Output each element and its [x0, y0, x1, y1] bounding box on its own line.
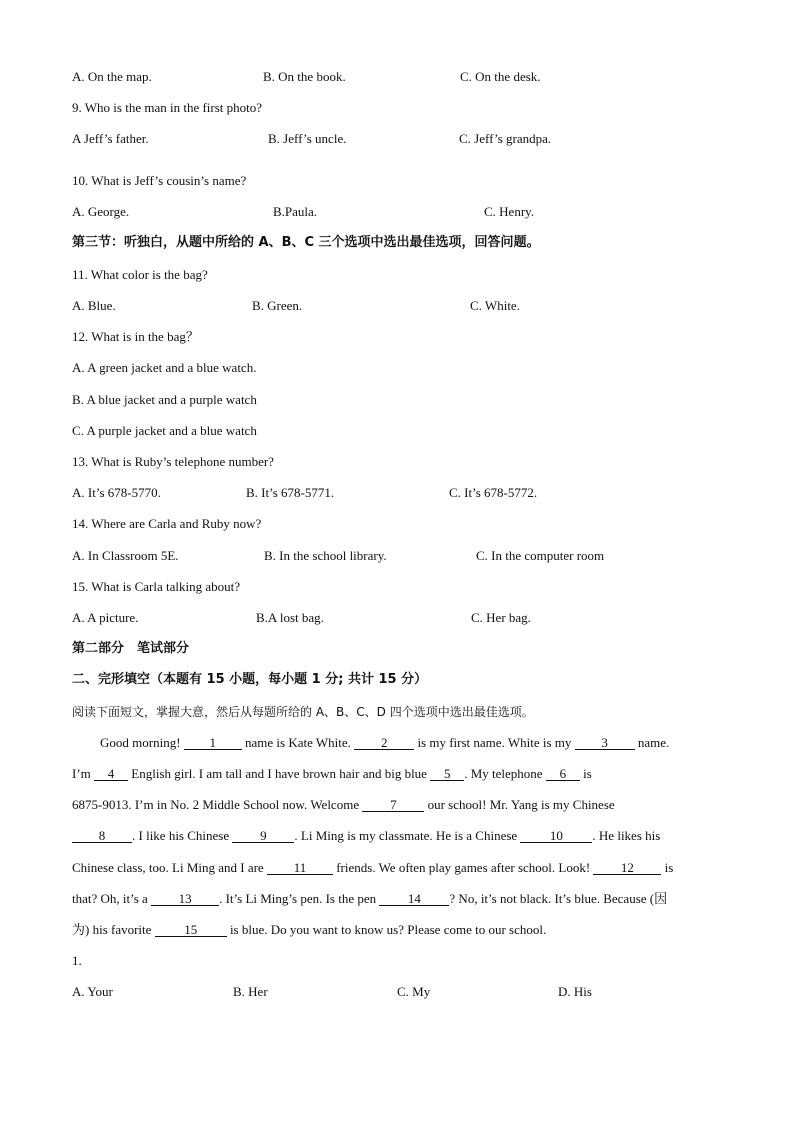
- q8-option-c: C. On the desk.: [460, 69, 541, 84]
- section3-heading: 第三节：听独白，从题中所给的 A、B、C 三个选项中选出最佳选项，回答问题。: [72, 235, 540, 250]
- q10-question: 10. What is Jeff’s cousin’s name?: [72, 173, 247, 188]
- passage-text: Good morning!: [100, 735, 184, 750]
- q10-option-c: C. Henry.: [484, 204, 535, 219]
- c1-option-b: B. Her: [233, 984, 268, 999]
- passage-line-7: [72, 922, 546, 938]
- q9-option-b: B. Jeff’s uncle.: [268, 131, 347, 146]
- q13-option-c: C. It’s 678-5772.: [449, 485, 538, 500]
- q12-option-a: A. A green jacket and a blue watch.: [72, 360, 257, 375]
- blank-5: 5: [430, 767, 464, 781]
- passage-text: ? No, it’s not black. It’s blue. Because (因: [449, 891, 668, 906]
- passage-text: . My telephone: [464, 766, 546, 781]
- blank-2: 2: [354, 736, 414, 750]
- blank-1: 1: [184, 736, 242, 750]
- blank-14: 14: [379, 892, 449, 906]
- passage-line-1: [100, 735, 669, 751]
- blank-8: 8: [72, 829, 132, 843]
- passage-text: 为) his favorite: [72, 922, 155, 937]
- q13-option-a: A. It’s 678-5770.: [72, 485, 161, 500]
- q9-option-a: A Jeff’s father.: [72, 131, 149, 146]
- part2-heading: 第二部分 笔试部分: [72, 641, 190, 656]
- q15-option-b: B.A lost bag.: [256, 610, 324, 625]
- blank-4: 4: [94, 767, 128, 781]
- passage-text: that? Oh, it’s a: [72, 891, 152, 906]
- passage-text: . He likes his: [592, 828, 661, 843]
- passage-line-6: [72, 891, 667, 907]
- q15-option-a: A. A picture.: [72, 610, 139, 625]
- q13-option-b: B. It’s 678-5771.: [246, 485, 335, 500]
- cloze-instructions: 阅读下面短文，掌握大意，然后从每题所给的 A、B、C、D 四个选项中选出最佳选项。: [72, 705, 534, 719]
- q15-question: 15. What is Carla talking about?: [72, 579, 240, 594]
- q11-option-b: B. Green.: [252, 298, 303, 313]
- passage-text: . I like his Chinese: [132, 828, 233, 843]
- q11-option-a: A. Blue.: [72, 298, 116, 313]
- passage-text: 6875-9013. I’m in No. 2 Middle School now. Welcome: [72, 797, 363, 812]
- c1-option-c: C. My: [397, 984, 431, 999]
- q9-question: 9. Who is the man in the first photo?: [72, 100, 263, 115]
- passage-text: name.: [634, 735, 670, 750]
- blank-7: 7: [362, 798, 424, 812]
- passage-line-5: [72, 860, 673, 876]
- blank-15: 15: [155, 923, 227, 937]
- q12-option-b: B. A blue jacket and a purple watch: [72, 392, 257, 407]
- passage-line-3: [72, 797, 615, 813]
- q13-question: 13. What is Ruby’s telephone number?: [72, 454, 274, 469]
- q12-option-c: C. A purple jacket and a blue watch: [72, 423, 257, 438]
- q11-question: 11. What color is the bag?: [72, 267, 208, 282]
- q9-option-c: C. Jeff’s grandpa.: [459, 131, 552, 146]
- blank-6: 6: [546, 767, 580, 781]
- passage-text: is: [661, 860, 674, 875]
- c1-option-d: D. His: [558, 984, 592, 999]
- passage-line-2: [72, 766, 592, 782]
- passage-text: name is Kate White.: [241, 735, 355, 750]
- passage-text: Chinese class, too. Li Ming and I are: [72, 860, 267, 875]
- passage-text: is: [579, 766, 592, 781]
- passage-line-4: [72, 828, 660, 844]
- passage-text: our school! Mr. Yang is my Chinese: [424, 797, 615, 812]
- q15-option-c: C. Her bag.: [471, 610, 531, 625]
- c1-option-a: A. Your: [72, 984, 113, 999]
- blank-9: 9: [232, 829, 294, 843]
- passage-text: is blue. Do you want to know us? Please come to our school.: [226, 922, 547, 937]
- q14-option-c: C. In the computer room: [476, 548, 605, 563]
- q11-option-c: C. White.: [470, 298, 520, 313]
- q8-option-a: A. On the map.: [72, 69, 152, 84]
- passage-text: friends. We often play games after school. Look!: [332, 860, 594, 875]
- blank-11: 11: [267, 861, 333, 875]
- q14-option-a: A. In Classroom 5E.: [72, 548, 179, 563]
- q12-question: 12. What is in the bag？: [72, 329, 199, 344]
- passage-text: . Li Ming is my classmate. He is a Chinese: [294, 828, 521, 843]
- q14-question: 14. Where are Carla and Ruby now?: [72, 516, 262, 531]
- passage-text: . It’s Li Ming’s pen. Is the pen: [219, 891, 380, 906]
- blank-3: 3: [575, 736, 635, 750]
- q10-option-b: B.Paula.: [273, 204, 318, 219]
- passage-text: is my first name. White is my: [414, 735, 575, 750]
- q10-option-a: A. George.: [72, 204, 130, 219]
- blank-13: 13: [151, 892, 219, 906]
- blank-10: 10: [520, 829, 592, 843]
- cloze-heading: 二、完形填空（本题有 15 小题，每小题 1 分; 共计 15 分）: [72, 672, 428, 687]
- passage-text: English girl. I am tall and I have brown hair and big blue: [128, 766, 431, 781]
- passage-text: I’m: [72, 766, 95, 781]
- c1-number: 1.: [72, 953, 82, 968]
- q14-option-b: B. In the school library.: [264, 548, 387, 563]
- blank-12: 12: [593, 861, 661, 875]
- q8-option-b: B. On the book.: [263, 69, 346, 84]
